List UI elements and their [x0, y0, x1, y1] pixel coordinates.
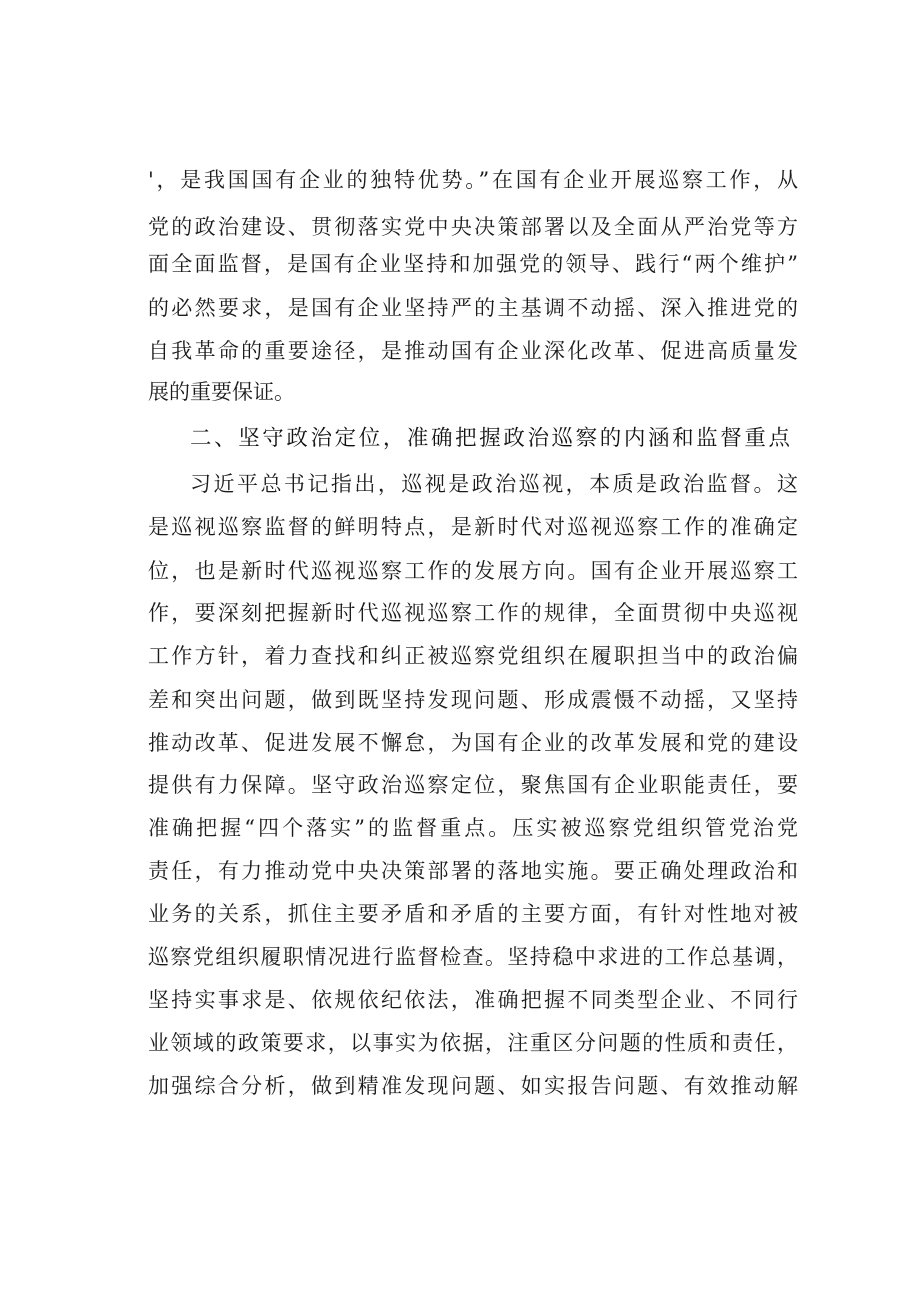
paragraph-1-line-6: 展的重要保证。 [148, 380, 295, 404]
paragraph-2-line-2: 是巡视巡察监督的鲜明特点，是新时代对巡视巡察工作的准确定 [148, 515, 798, 539]
paragraph-2-line-11: 业务的关系，抓住主要矛盾和矛盾的主要方面，有针对性地对被 [148, 902, 798, 926]
paragraph-1-line-5: 自我革命的重要途径，是推动国有企业深化改革、促进高质量发 [148, 339, 798, 363]
paragraph-2-line-7: 推动改革、促进发展不懈怠，为国有企业的改革发展和党的建设 [148, 731, 798, 755]
paragraph-2-line-15: 加强综合分析，做到精准发现问题、如实报告问题、有效推动解 [148, 1074, 798, 1098]
paragraph-2-line-4: 作，要深刻把握新时代巡视巡察工作的规律，全面贯彻中央巡视 [148, 601, 798, 625]
paragraph-2-line-9: 准确把握“四个落实”的监督重点。压实被巡察党组织管党治党 [148, 816, 798, 840]
section-heading: 二、坚守政治定位，准确把握政治巡察的内涵和监督重点 [190, 426, 790, 451]
paragraph-2-line-3: 位，也是新时代巡视巡察工作的发展方向。国有企业开展巡察工 [148, 559, 798, 583]
paragraph-2-line-1: 习近平总书记指出，巡视是政治巡视，本质是政治监督。这 [190, 472, 798, 496]
paragraph-2-line-12: 巡察党组织履职情况进行监督检查。坚持稳中求进的工作总基调， [148, 945, 798, 969]
paragraph-1-line-3: 面全面监督，是国有企业坚持和加强党的领导、践行“两个维护” [148, 252, 798, 276]
paragraph-2-line-6: 差和突出问题，做到既坚持发现问题、形成震慑不动摇，又坚持 [148, 688, 798, 712]
paragraph-2-line-13: 坚持实事求是、依规依纪依法，准确把握不同类型企业、不同行 [148, 988, 798, 1012]
paragraph-1-line-1: '，是我国国有企业的独特优势。”在国有企业开展巡察工作，从 [148, 168, 798, 192]
paragraph-2-line-5: 工作方针，着力查找和纠正被巡察党组织在履职担当中的政治偏 [148, 644, 798, 668]
paragraph-2-line-14: 业领域的政策要求，以事实为依据，注重区分问题的性质和责任， [148, 1031, 798, 1055]
paragraph-1-line-2: 党的政治建设、贯彻落实党中央决策部署以及全面从严治党等方 [148, 215, 798, 239]
paragraph-2-line-10: 责任，有力推动党中央决策部署的落地实施。要正确处理政治和 [148, 859, 798, 883]
paragraph-2-line-8: 提供有力保障。坚守政治巡察定位，聚焦国有企业职能责任，要 [148, 773, 798, 797]
paragraph-1-line-4: 的必然要求，是国有企业坚持严的主基调不动摇、深入推进党的 [148, 296, 798, 320]
